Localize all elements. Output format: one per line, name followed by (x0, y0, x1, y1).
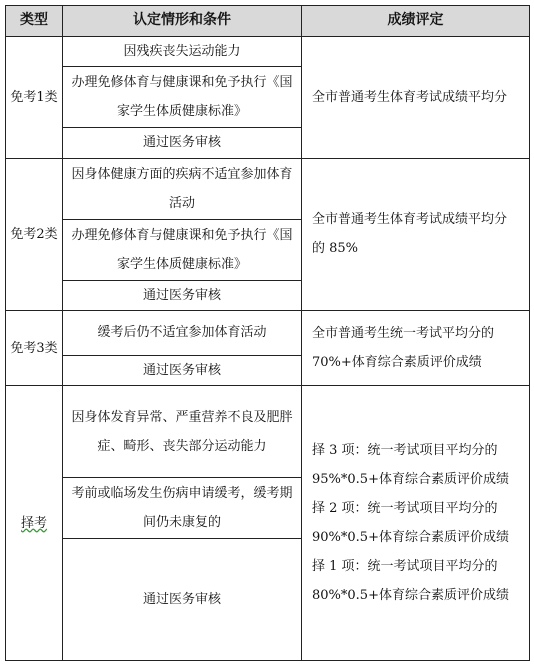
condition-cell: 办理免修体育与健康课和免予执行《国家学生体质健康标准》 (63, 67, 302, 128)
condition-cell: 办理免修体育与健康课和免予执行《国家学生体质健康标准》 (63, 219, 302, 280)
type-cell: 免考1类 (6, 36, 63, 158)
condition-cell: 通过医务审核 (63, 538, 302, 660)
condition-cell: 因身体健康方面的疾病不适宜参加体育活动 (63, 158, 302, 219)
condition-cell: 因残疾丧失运动能力 (63, 36, 302, 67)
condition-cell: 通过医务审核 (63, 280, 302, 311)
header-type: 类型 (6, 6, 63, 37)
result-cell: 全市普通考生体育考试成绩平均分 (302, 36, 530, 158)
condition-cell: 因身体发育异常、严重营养不良及肥胖症、畸形、丧失部分运动能力 (63, 386, 302, 478)
table-row (6, 386, 530, 478)
header-row (6, 6, 530, 37)
table-row (6, 36, 530, 67)
table-row (6, 311, 530, 356)
result-cell: 全市普通考生体育考试成绩平均分的 85% (302, 158, 530, 311)
type-cell: 免考2类 (6, 158, 63, 311)
type-label: 择考 (20, 515, 47, 531)
result-cell: 择 3 项：统一考试项目平均分的 95%*0.5+体育综合素质评价成绩择 2 项：统一考试项目平均分的 90%*0.5+体育综合素质评价成绩择 1 项：统一考试项目平均分的 80%*0.5+体育综合素质评价成绩 (302, 386, 530, 661)
condition-cell: 通过医务审核 (63, 355, 302, 386)
type-cell (6, 386, 63, 661)
type-cell: 免考3类 (6, 311, 63, 386)
exemption-table (5, 5, 530, 661)
table-row (6, 158, 530, 219)
header-result: 成绩评定 (302, 6, 530, 37)
condition-cell: 缓考后仍不适宜参加体育活动 (63, 311, 302, 356)
result-cell: 全市普通考生统一考试平均分的 70%+体育综合素质评价成绩 (302, 311, 530, 386)
condition-cell: 考前或临场发生伤病申请缓考，缓考期间仍未康复的 (63, 477, 302, 538)
condition-cell: 通过医务审核 (63, 128, 302, 159)
header-condition: 认定情形和条件 (63, 6, 302, 37)
